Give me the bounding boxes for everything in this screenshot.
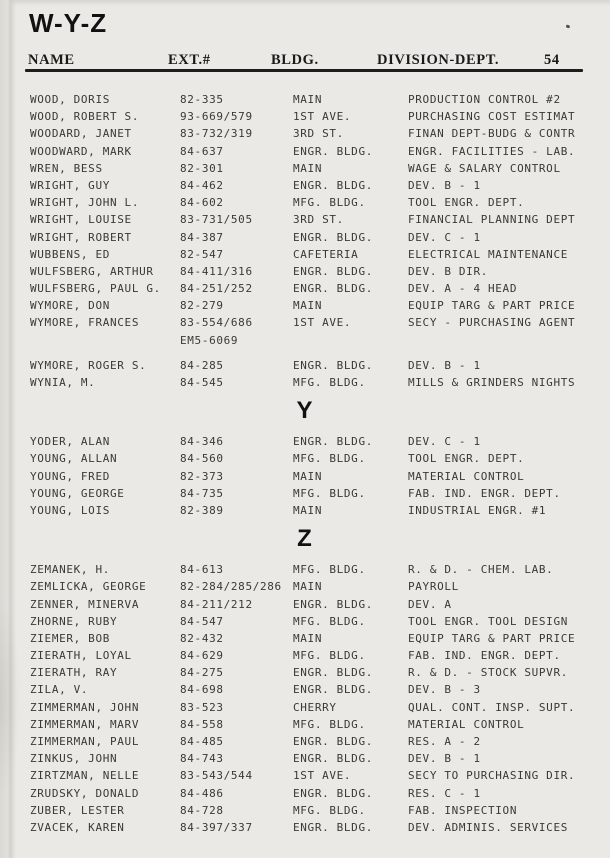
directory-row	[0, 281, 610, 298]
ext-cell: 84-637	[180, 144, 224, 158]
ext-cell: 84-211/212	[180, 597, 253, 611]
name-cell: YODER, ALAN	[30, 435, 110, 449]
ext-cell: 82-547	[180, 247, 224, 261]
ext-cell: 82-373	[180, 469, 224, 483]
division-cell: DEV. A	[408, 597, 452, 611]
division-cell: MILLS & GRINDERS NIGHTS	[408, 376, 576, 389]
directory-sections	[0, 92, 610, 837]
division-cell: QUAL. CONT. INSP. SUPT.	[408, 700, 576, 714]
bldg-cell: CAFETERIA	[293, 247, 359, 261]
directory-row	[0, 195, 610, 212]
directory-row	[0, 434, 610, 451]
division-cell: R. & D. - STOCK SUPVR.	[408, 666, 568, 680]
bldg-cell: MFG. BLDG.	[293, 452, 366, 466]
directory-row	[0, 161, 610, 178]
bldg-cell: ENGR. BLDG.	[293, 178, 373, 192]
name-cell: WOOD, DORIS	[30, 93, 110, 106]
division-cell: TOOL ENGR. DEPT.	[408, 452, 525, 466]
directory-row	[0, 212, 610, 229]
bldg-cell: MFG. BLDG.	[293, 649, 366, 663]
ext-cell: 84-251/252	[180, 282, 253, 296]
name-cell: ZEMLICKA, GEORGE	[30, 580, 147, 594]
ext-cell: 84-545	[180, 376, 224, 389]
ext-cell: 82-432	[180, 631, 224, 645]
division-cell: DEV. ADMINIS. SERVICES	[408, 820, 568, 834]
directory-row	[0, 126, 610, 143]
division-cell: FAB. INSPECTION	[408, 803, 518, 817]
ext-cell-secondary: EM5-6069	[180, 333, 239, 347]
ext-cell: 84-346	[180, 435, 224, 449]
column-header-name: NAME	[28, 52, 75, 68]
directory-row	[0, 682, 610, 699]
ext-cell: 82-301	[180, 161, 224, 175]
division-cell: DEV. B DIR.	[408, 264, 488, 278]
division-cell: DEV. A - 4 HEAD	[408, 282, 518, 296]
bldg-cell: MFG. BLDG.	[293, 614, 366, 628]
ext-cell: 84-397/337	[180, 820, 253, 834]
name-cell: WYMORE, FRANCES	[30, 316, 140, 330]
ext-cell: 84-629	[180, 649, 224, 663]
division-cell: DEV. B - 1	[408, 752, 481, 766]
name-cell: WYMORE, ROGER S.	[30, 358, 147, 372]
ext-cell: 82-335	[180, 93, 224, 106]
directory-row	[0, 786, 610, 803]
name-cell: WRIGHT, ROBERT	[30, 230, 132, 244]
page-title: W-Y-Z	[29, 8, 108, 38]
directory-row	[0, 247, 610, 264]
ext-cell: 84-547	[180, 614, 224, 628]
ext-cell: 83-543/544	[180, 769, 253, 783]
name-cell: ZIRTZMAN, NELLE	[30, 769, 140, 783]
column-header-ext: EXT.#	[168, 52, 211, 68]
division-cell: SECY - PURCHASING AGENT	[408, 316, 576, 330]
division-cell: FINANCIAL PLANNING DEPT	[408, 213, 576, 227]
directory-row	[0, 298, 610, 315]
ext-cell: 82-279	[180, 299, 224, 313]
name-cell: WUBBENS, ED	[30, 247, 110, 261]
bldg-cell: MFG. BLDG.	[293, 717, 366, 731]
ext-cell: 84-558	[180, 717, 224, 731]
name-cell: WULFSBERG, ARTHUR	[30, 264, 154, 278]
bldg-cell: ENGR. BLDG.	[293, 282, 373, 296]
division-cell: FINAN DEPT-BUDG & CONTR	[408, 127, 576, 141]
ext-cell: 83-731/505	[180, 213, 253, 227]
bldg-cell: 1ST AVE.	[293, 769, 352, 783]
bldg-cell: ENGR. BLDG.	[293, 230, 373, 244]
division-cell: PURCHASING COST ESTIMAT	[408, 110, 576, 124]
name-cell: ZIMMERMAN, PAUL	[30, 735, 140, 748]
division-cell: TOOL ENGR. DEPT.	[408, 196, 525, 210]
bldg-cell: 3RD ST.	[293, 127, 344, 141]
ext-cell: 93-669/579	[180, 110, 253, 124]
bldg-cell: ENGR. BLDG.	[293, 358, 373, 372]
directory-row	[0, 734, 610, 751]
ext-cell: 84-411/316	[180, 264, 253, 278]
division-cell: DEV. C - 1	[408, 435, 481, 449]
name-cell: ZIMMERMAN, JOHN	[30, 700, 140, 714]
ext-cell: 82-389	[180, 503, 224, 517]
bldg-cell: ENGR. BLDG.	[293, 597, 373, 611]
ext-cell: 84-275	[180, 666, 224, 680]
bldg-cell: ENGR. BLDG.	[293, 786, 373, 800]
bldg-cell: MAIN	[293, 93, 323, 106]
bldg-cell: ENGR. BLDG.	[293, 264, 373, 278]
ext-cell: 84-743	[180, 752, 224, 766]
name-cell: WOODWARD, MARK	[30, 144, 132, 158]
name-cell: ZIERATH, LOYAL	[30, 649, 132, 663]
directory-row	[0, 751, 610, 768]
directory-row	[0, 109, 610, 126]
name-cell: ZVACEK, KAREN	[30, 820, 125, 834]
bldg-cell: 3RD ST.	[293, 213, 344, 227]
bldg-cell: 1ST AVE.	[293, 316, 352, 330]
bldg-cell: MAIN	[293, 503, 323, 517]
division-cell: EQUIP TARG & PART PRICE	[408, 631, 576, 645]
directory-row	[0, 665, 610, 682]
division-cell: FAB. IND. ENGR. DEPT.	[408, 649, 561, 663]
scan-speck	[566, 24, 571, 28]
ext-cell: 84-735	[180, 486, 224, 500]
division-cell: PAYROLL	[408, 580, 459, 594]
division-cell: DEV. B - 1	[408, 178, 481, 192]
bldg-cell: ENGR. BLDG.	[293, 666, 373, 680]
bldg-cell: MAIN	[293, 161, 323, 175]
bldg-cell: ENGR. BLDG.	[293, 435, 373, 449]
name-cell: WULFSBERG, PAUL G.	[30, 282, 161, 296]
name-cell: ZUBER, LESTER	[30, 803, 125, 817]
bldg-cell: MAIN	[293, 299, 323, 313]
directory-row	[0, 820, 610, 837]
name-cell: ZRUDSKY, DONALD	[30, 786, 140, 800]
directory-row	[0, 614, 610, 631]
header-rule	[25, 69, 583, 72]
division-cell: RES. C - 1	[408, 786, 481, 800]
directory-row	[0, 768, 610, 785]
directory-row	[0, 648, 610, 665]
directory-row	[0, 358, 610, 375]
name-cell: WREN, BESS	[30, 161, 103, 175]
page-number: 54	[544, 52, 560, 68]
name-cell: ZILA, V.	[30, 683, 89, 697]
division-cell: R. & D. - CHEM. LAB.	[408, 563, 554, 577]
name-cell: WRIGHT, GUY	[30, 178, 110, 192]
bldg-cell: MFG. BLDG.	[293, 486, 366, 500]
bldg-cell: MAIN	[293, 631, 323, 645]
name-cell: YOUNG, FRED	[30, 469, 110, 483]
name-cell: WYNIA, M.	[30, 376, 96, 389]
division-cell: MATERIAL CONTROL	[408, 717, 525, 731]
division-cell: SECY TO PURCHASING DIR.	[408, 769, 576, 783]
directory-row	[0, 264, 610, 281]
bldg-cell: MFG. BLDG.	[293, 196, 366, 210]
ext-cell: 84-462	[180, 178, 224, 192]
bldg-cell: ENGR. BLDG.	[293, 735, 373, 748]
bldg-cell: ENGR. BLDG.	[293, 820, 373, 834]
ext-cell: 84-285	[180, 358, 224, 372]
bldg-cell: ENGR. BLDG.	[293, 752, 373, 766]
section-letter: Z	[297, 525, 313, 553]
column-header-row	[0, 52, 610, 70]
bldg-cell: MFG. BLDG.	[293, 376, 366, 389]
ext-cell: 84-728	[180, 803, 224, 817]
name-cell: WOOD, ROBERT S.	[30, 110, 140, 124]
directory-row	[0, 631, 610, 648]
directory-row	[0, 178, 610, 195]
name-cell: ZENNER, MINERVA	[30, 597, 140, 611]
directory-row	[0, 562, 610, 579]
bldg-cell: ENGR. BLDG.	[293, 683, 373, 697]
division-cell: MATERIAL CONTROL	[408, 469, 525, 483]
bldg-cell: ENGR. BLDG.	[293, 144, 373, 158]
ext-cell: 83-523	[180, 700, 224, 714]
division-cell: DEV. B - 1	[408, 358, 481, 372]
bldg-cell: MAIN	[293, 580, 323, 594]
bldg-cell: 1ST AVE.	[293, 110, 352, 124]
name-cell: ZEMANEK, H.	[30, 563, 110, 577]
name-cell: ZIERATH, RAY	[30, 666, 118, 680]
directory-row	[0, 503, 610, 520]
directory-row	[0, 803, 610, 820]
directory-row	[0, 451, 610, 468]
name-cell: WRIGHT, LOUISE	[30, 213, 132, 227]
division-cell: WAGE & SALARY CONTROL	[408, 161, 561, 175]
ext-cell: 82-284/285/286	[180, 580, 282, 594]
directory-row	[0, 469, 610, 486]
column-header-bldg: BLDG.	[271, 52, 319, 68]
name-cell: YOUNG, LOIS	[30, 503, 110, 517]
section-letter: Y	[296, 397, 314, 425]
name-cell: WOODARD, JANET	[30, 127, 132, 141]
ext-cell: 84-602	[180, 196, 224, 210]
directory-row	[0, 486, 610, 503]
division-cell: PRODUCTION CONTROL #2	[408, 93, 561, 106]
name-cell: ZIEMER, BOB	[30, 631, 110, 645]
name-cell: YOUNG, ALLAN	[30, 452, 118, 466]
bldg-cell: MFG. BLDG.	[293, 803, 366, 817]
division-cell: ENGR. FACILITIES - LAB.	[408, 144, 576, 158]
ext-cell: 84-613	[180, 563, 224, 577]
ext-cell: 83-732/319	[180, 127, 253, 141]
division-cell: ELECTRICAL MAINTENANCE	[408, 247, 568, 261]
division-cell: DEV. C - 1	[408, 230, 481, 244]
name-cell: ZIMMERMAN, MARV	[30, 717, 140, 731]
name-cell: ZINKUS, JOHN	[30, 752, 118, 766]
bldg-cell: MFG. BLDG.	[293, 563, 366, 577]
name-cell: WYMORE, DON	[30, 299, 110, 313]
division-cell: INDUSTRIAL ENGR. #1	[408, 503, 547, 517]
division-cell: TOOL ENGR. TOOL DESIGN	[408, 614, 568, 628]
division-cell: EQUIP TARG & PART PRICE	[408, 299, 576, 313]
division-cell: RES. A - 2	[408, 735, 481, 748]
ext-cell: 84-560	[180, 452, 224, 466]
division-cell: FAB. IND. ENGR. DEPT.	[408, 486, 561, 500]
directory-row	[0, 717, 610, 734]
ext-cell: 84-486	[180, 786, 224, 800]
division-cell: DEV. B - 3	[408, 683, 481, 697]
name-cell: YOUNG, GEORGE	[30, 486, 125, 500]
name-cell: ZHORNE, RUBY	[30, 614, 118, 628]
ext-cell: 83-554/686	[180, 316, 253, 330]
column-header-division: DIVISION-DEPT.	[377, 52, 500, 68]
directory-row	[0, 375, 610, 392]
directory-row-continuation	[0, 333, 610, 350]
name-cell: WRIGHT, JOHN L.	[30, 196, 140, 210]
directory-row	[0, 315, 610, 332]
directory-row	[0, 92, 610, 109]
directory-row	[0, 579, 610, 596]
bldg-cell: MAIN	[293, 469, 323, 483]
ext-cell: 84-485	[180, 735, 224, 748]
bldg-cell: CHERRY	[293, 700, 337, 714]
ext-cell: 84-387	[180, 230, 224, 244]
directory-row	[0, 230, 610, 247]
ext-cell: 84-698	[180, 683, 224, 697]
directory-row	[0, 700, 610, 717]
directory-row	[0, 144, 610, 161]
directory-row	[0, 597, 610, 614]
